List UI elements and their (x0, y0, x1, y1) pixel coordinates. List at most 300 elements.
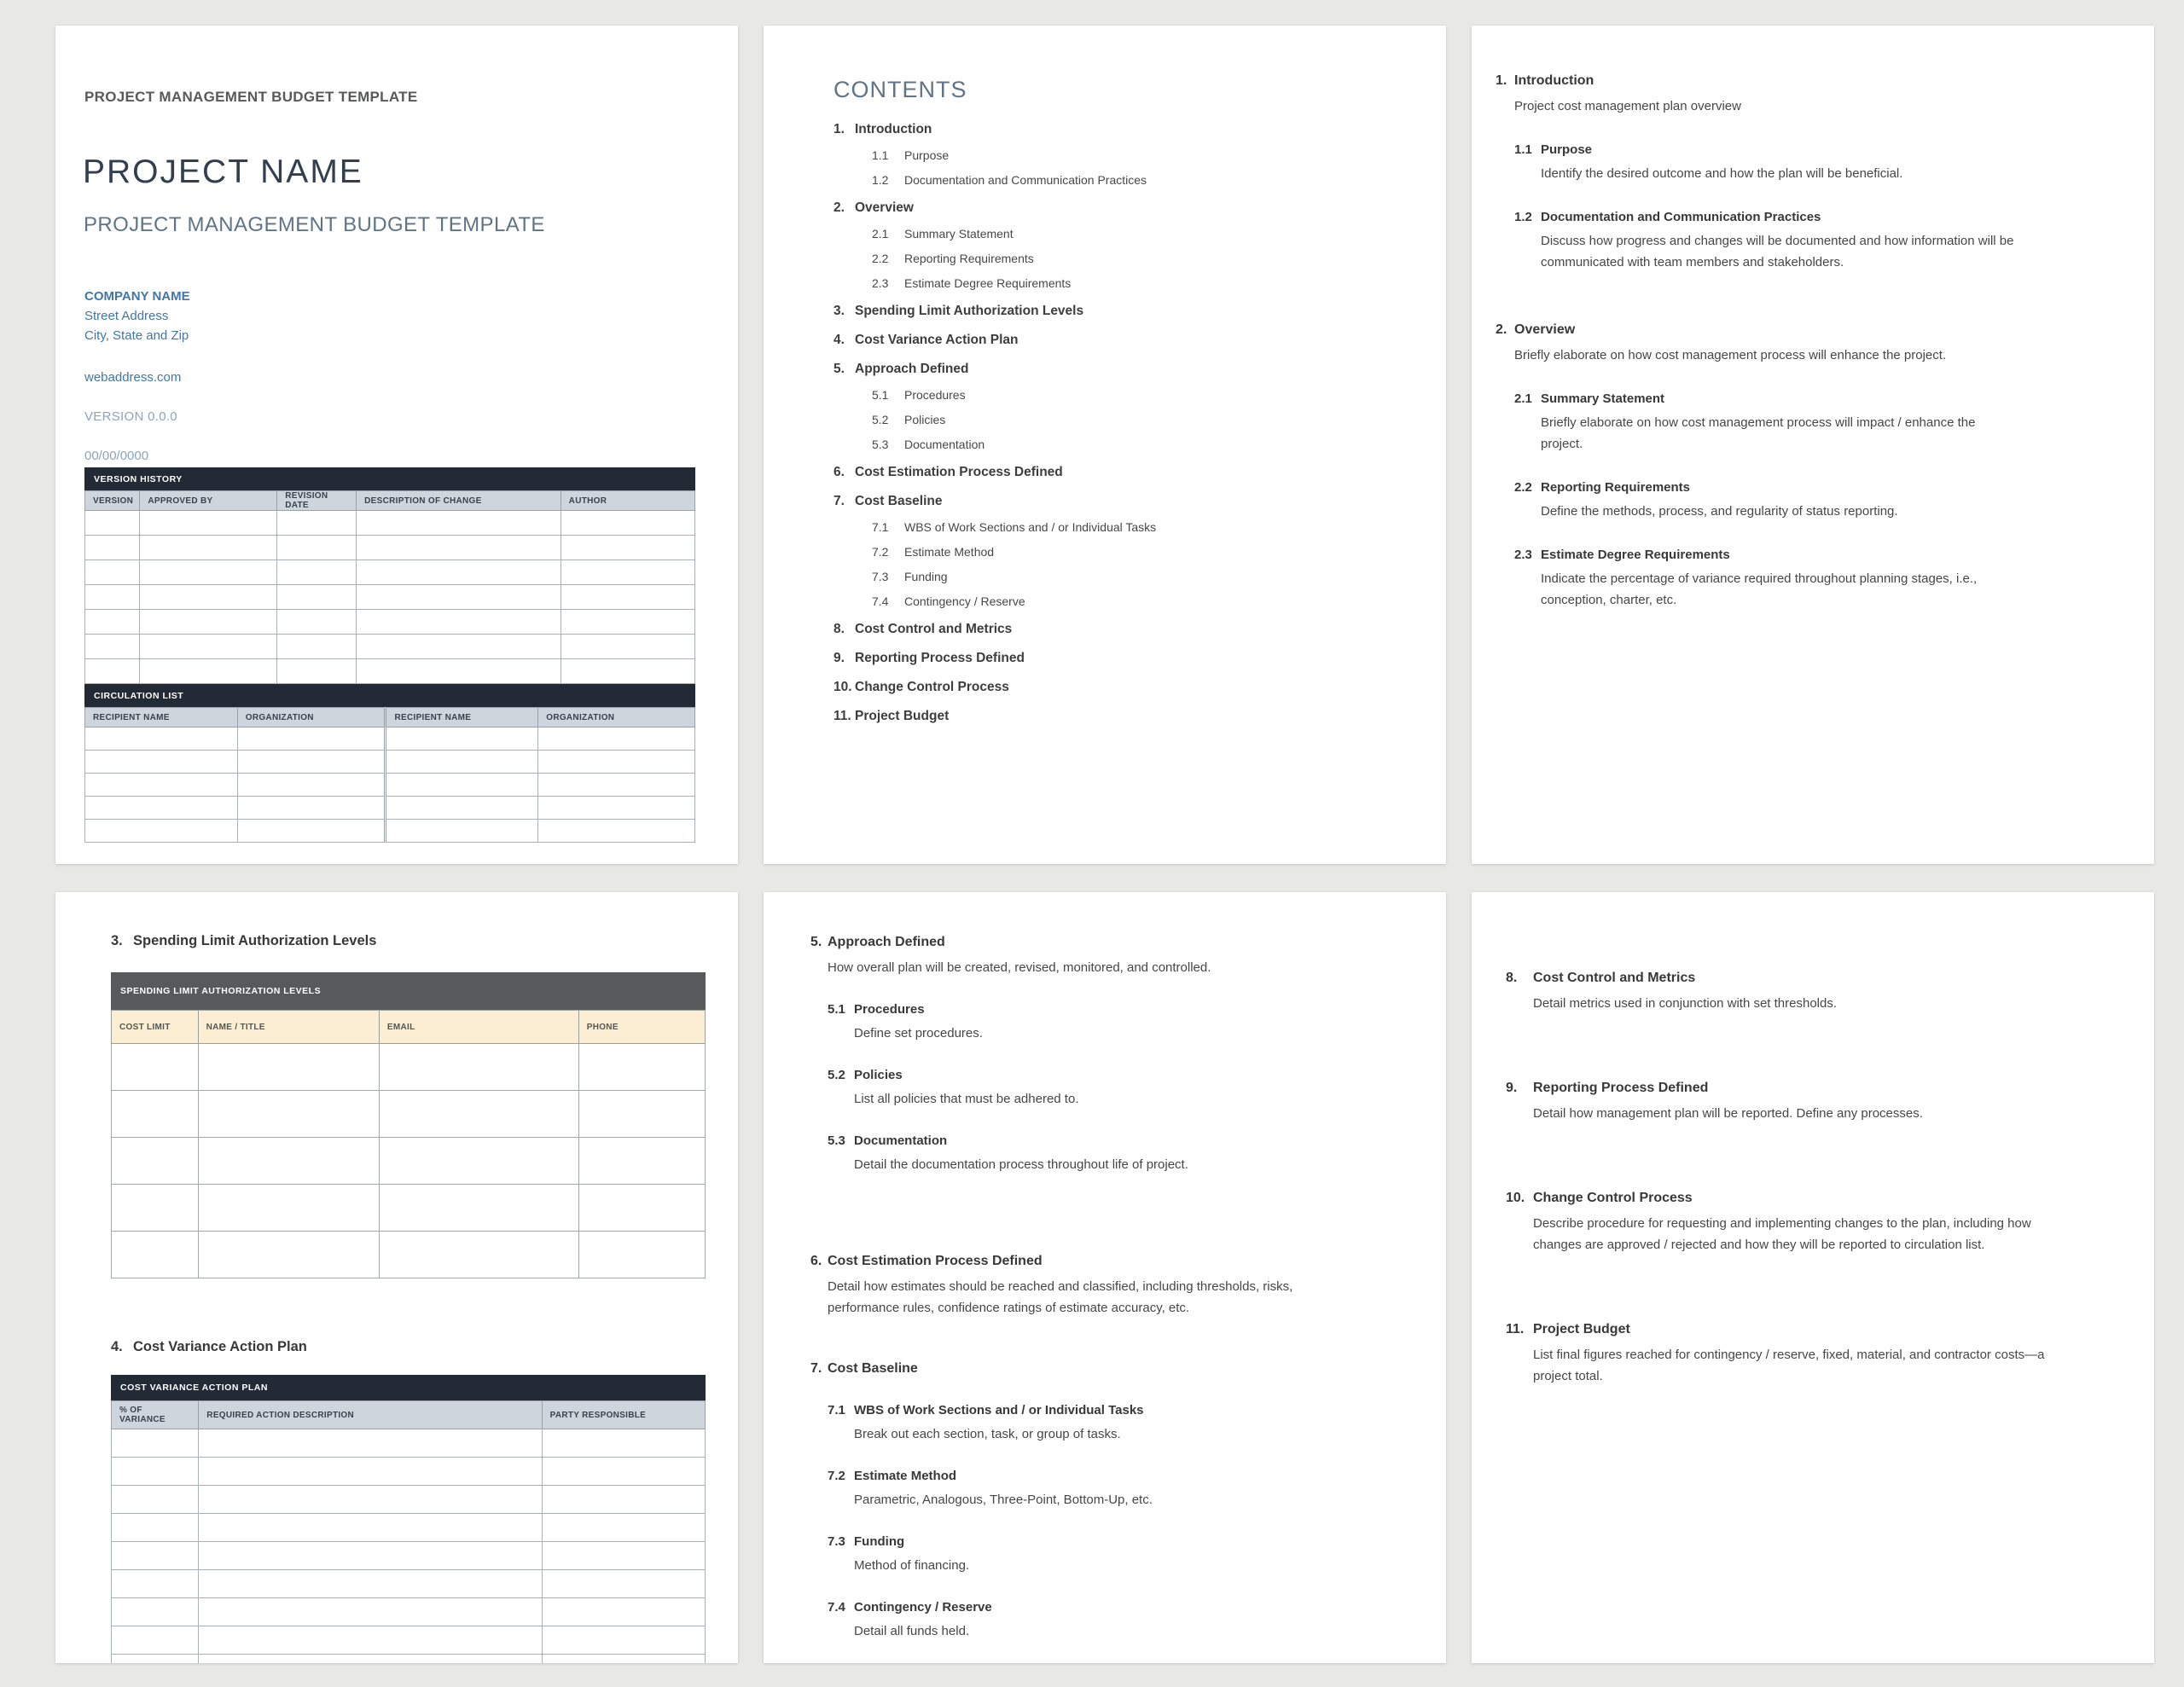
toc-item-number: 8. (834, 622, 845, 636)
column-header: EMAIL (379, 1011, 578, 1044)
section-number: 10. (1506, 1191, 1525, 1205)
document-subsection (828, 1064, 1408, 1110)
subsection-content (854, 1400, 1144, 1445)
section-title: Cost Variance Action Plan (133, 1339, 307, 1354)
empty-cell (199, 1514, 542, 1542)
toc-item-label: Policies (904, 413, 946, 426)
toc-item-label: WBS of Work Sections and / or Individual Tasks (904, 520, 1157, 534)
toc-item-number: 7.1 (872, 520, 889, 534)
toc-item-label: Overview (855, 200, 914, 215)
empty-cell (277, 659, 357, 684)
document-section (810, 1358, 1408, 1642)
empty-cell (199, 1598, 542, 1626)
toc-item-label: Project Budget (855, 709, 950, 723)
empty-cell (561, 585, 694, 610)
web-address: webaddress.com (84, 370, 182, 385)
table-row (85, 560, 695, 585)
sections-3-4-page (55, 892, 738, 1663)
section-title: Project Budget (1533, 1322, 1630, 1336)
subsection-title: Estimate Degree Requirements (1541, 548, 1730, 562)
toc-item (834, 709, 1399, 724)
empty-cell (542, 1598, 705, 1626)
empty-cell (386, 728, 538, 751)
toc-item (872, 438, 1399, 451)
table-of-contents (834, 122, 1399, 724)
table-row (112, 1091, 706, 1138)
empty-cell (538, 774, 695, 797)
table-row (112, 1044, 706, 1091)
toc-item-number: 1. (834, 122, 845, 136)
empty-cell (140, 536, 277, 560)
toc-item (872, 148, 1399, 162)
document-date: 00/00/0000 (84, 449, 149, 463)
section-number: 6. (810, 1254, 822, 1268)
table-row (85, 585, 695, 610)
document-subsection (828, 1465, 1408, 1510)
subsection-body-text: Indicate the percentage of variance required throughout planning stages, i.e., conception, charter, etc. (1541, 571, 1978, 607)
toc-item (872, 413, 1399, 426)
section-content (1514, 319, 2116, 611)
empty-cell (386, 820, 538, 843)
section-content (1514, 70, 2116, 273)
subsection-title: Documentation and Communication Practices (1541, 210, 1821, 224)
toc-item-number: 9. (834, 651, 845, 665)
empty-cell (538, 820, 695, 843)
section-body-text: How overall plan will be created, revised, monitored, and controlled. (828, 960, 1211, 975)
empty-cell (198, 1138, 379, 1185)
empty-cell (237, 774, 386, 797)
empty-cell (85, 797, 238, 820)
empty-cell (198, 1232, 379, 1278)
contents-page (764, 26, 1446, 864)
template-kicker: PROJECT MANAGEMENT BUDGET TEMPLATE (84, 89, 418, 105)
toc-item-label: Cost Estimation Process Defined (855, 465, 1063, 479)
empty-cell (199, 1570, 542, 1598)
empty-cell (112, 1655, 199, 1664)
empty-cell (140, 511, 277, 536)
empty-cell (199, 1458, 542, 1486)
section-title: Overview (1514, 322, 1576, 337)
empty-cell (277, 511, 357, 536)
section-content (828, 931, 1408, 1175)
empty-cell (357, 659, 561, 684)
table-row (112, 1429, 706, 1458)
toc-item-label: Contingency / Reserve (904, 594, 1025, 608)
toc-item (872, 227, 1399, 241)
subsection-number: 2.2 (1514, 480, 1532, 495)
column-header: AUTHOR (561, 491, 694, 511)
toc-item (872, 173, 1399, 187)
subsection-content (1541, 206, 2018, 273)
empty-cell (379, 1091, 578, 1138)
section-content (1533, 1319, 2120, 1387)
section-body-text: Briefly elaborate on how cost management process will enhance the project. (1514, 348, 1947, 362)
subsection-content (854, 1465, 1153, 1510)
table-row (85, 774, 695, 797)
street-address: Street Address (84, 309, 169, 323)
empty-cell (357, 610, 561, 635)
toc-item-number: 7.3 (872, 570, 889, 583)
column-header: NAME / TITLE (198, 1011, 379, 1044)
toc-item (872, 276, 1399, 290)
table-row (112, 1138, 706, 1185)
empty-cell (237, 751, 386, 774)
cost-variance-table (111, 1375, 706, 1663)
empty-cell (199, 1655, 542, 1664)
project-name-title: PROJECT NAME (83, 154, 363, 190)
toc-item-label: Approach Defined (855, 362, 969, 376)
column-header: PARTY RESPONSIBLE (542, 1401, 705, 1429)
toc-item (834, 333, 1399, 348)
section-body-text: Project cost management plan overview (1514, 99, 1741, 113)
column-header: ORGANIZATION (538, 708, 695, 728)
empty-cell (198, 1044, 379, 1091)
table-row (85, 728, 695, 751)
empty-cell (140, 585, 277, 610)
toc-item-label: Change Control Process (855, 680, 1009, 694)
empty-cell (542, 1655, 705, 1664)
toc-item (872, 252, 1399, 265)
document-section (1506, 1187, 2120, 1255)
column-header: PHONE (578, 1011, 705, 1044)
empty-cell (561, 560, 694, 585)
empty-cell (112, 1542, 199, 1570)
sections-8-11-page (1472, 892, 2154, 1663)
document-section (1496, 319, 2116, 611)
toc-item-label: Estimate Method (904, 545, 995, 559)
empty-cell (112, 1044, 199, 1091)
empty-cell (357, 635, 561, 659)
document-subsection (828, 1597, 1408, 1642)
document-subsection (828, 1400, 1408, 1445)
document-section (810, 1250, 1408, 1319)
section-content (1533, 1077, 2120, 1124)
column-header: RECIPIENT NAME (85, 708, 238, 728)
toc-item-number: 1.2 (872, 173, 889, 187)
table-title-band: SPENDING LIMIT AUTHORIZATION LEVELS (111, 972, 706, 1010)
subsection-content (1541, 544, 2018, 611)
empty-cell (112, 1185, 199, 1232)
empty-cell (542, 1458, 705, 1486)
table-header-row (112, 1401, 706, 1429)
section-body-text: Detail how management plan will be reported. Define any processes. (1533, 1106, 1923, 1121)
toc-item-label: Introduction (855, 122, 932, 136)
section-title: Cost Control and Metrics (1533, 971, 1696, 985)
table-row (85, 751, 695, 774)
document-subsection (1514, 206, 2116, 273)
empty-cell (578, 1138, 705, 1185)
table-title-band: CIRCULATION LIST (84, 684, 695, 707)
toc-item (872, 570, 1399, 583)
table-row (85, 659, 695, 684)
empty-cell (538, 797, 695, 820)
subsection-content (854, 999, 983, 1044)
empty-cell (85, 585, 140, 610)
column-header: DESCRIPTION OF CHANGE (357, 491, 561, 511)
empty-cell (85, 536, 140, 560)
empty-cell (386, 751, 538, 774)
subsection-title: Purpose (1541, 142, 1593, 157)
company-address-block (84, 287, 190, 345)
section-number: 9. (1506, 1081, 1518, 1095)
table-row (112, 1570, 706, 1598)
section-content (1533, 967, 2120, 1014)
section-content (828, 1358, 1408, 1642)
cover-page (55, 26, 738, 864)
empty-cell (379, 1138, 578, 1185)
toc-item (834, 200, 1399, 216)
toc-item-number: 4. (834, 333, 845, 347)
sections-1-2-page (1472, 26, 2154, 864)
section-title: Change Control Process (1533, 1191, 1693, 1205)
subsection-title: Documentation (854, 1133, 948, 1148)
subsection-body-text: Briefly elaborate on how cost management process will impact / enhance the project. (1541, 415, 1976, 451)
empty-cell (561, 659, 694, 684)
table-header-row (112, 1011, 706, 1044)
document-subsection (828, 1531, 1408, 1576)
section-title: Cost Estimation Process Defined (828, 1254, 1043, 1268)
template-table (111, 1010, 706, 1278)
toc-item-number: 1.1 (872, 148, 889, 162)
empty-cell (578, 1044, 705, 1091)
toc-item (872, 520, 1399, 534)
toc-item-label: Cost Variance Action Plan (855, 333, 1019, 347)
template-table (111, 1400, 706, 1663)
document-subsection (1514, 477, 2116, 522)
template-table (84, 490, 695, 684)
document-section (1506, 1077, 2120, 1124)
toc-item-label: Estimate Degree Requirements (904, 276, 1072, 290)
empty-cell (85, 635, 140, 659)
toc-item (872, 388, 1399, 402)
toc-item (834, 622, 1399, 637)
toc-item-number: 2.1 (872, 227, 889, 241)
empty-cell (277, 585, 357, 610)
empty-cell (112, 1626, 199, 1655)
empty-cell (237, 797, 386, 820)
toc-item-number: 3. (834, 304, 845, 318)
toc-item (834, 680, 1399, 695)
subsection-body-text: Define set procedures. (854, 1026, 983, 1041)
toc-item-label: Reporting Requirements (904, 252, 1034, 265)
column-header: % OF VARIANCE (112, 1401, 199, 1429)
toc-item (834, 122, 1399, 137)
section-title: Cost Baseline (828, 1361, 918, 1376)
empty-cell (112, 1232, 199, 1278)
empty-cell (277, 635, 357, 659)
empty-cell (386, 774, 538, 797)
toc-item-label: Documentation and Communication Practices (904, 173, 1147, 187)
subsection-title: Reporting Requirements (1541, 480, 1691, 495)
empty-cell (277, 610, 357, 635)
empty-cell (357, 536, 561, 560)
empty-cell (85, 774, 238, 797)
empty-cell (542, 1486, 705, 1514)
column-header: VERSION (85, 491, 140, 511)
subsection-number: 1.2 (1514, 210, 1532, 224)
empty-cell (112, 1091, 199, 1138)
empty-cell (112, 1598, 199, 1626)
subsection-title: Contingency / Reserve (854, 1600, 992, 1615)
subsection-body-text: Detail all funds held. (854, 1624, 970, 1638)
section-number: 2. (1496, 322, 1507, 337)
empty-cell (561, 635, 694, 659)
empty-cell (542, 1570, 705, 1598)
document-subsection (1514, 544, 2116, 611)
toc-item-label: Reporting Process Defined (855, 651, 1025, 665)
table-row (112, 1458, 706, 1486)
column-header: RECIPIENT NAME (386, 708, 538, 728)
column-header: APPROVED BY (140, 491, 277, 511)
empty-cell (578, 1232, 705, 1278)
toc-item-number: 7.4 (872, 594, 889, 608)
subsection-content (854, 1531, 969, 1576)
empty-cell (357, 585, 561, 610)
table-header-row (85, 491, 695, 511)
toc-item (834, 304, 1399, 319)
toc-item-number: 5.2 (872, 413, 889, 426)
toc-item-label: Procedures (904, 388, 966, 402)
section-number: 7. (810, 1361, 822, 1376)
empty-cell (85, 560, 140, 585)
subsection-title: Funding (854, 1534, 905, 1549)
subsection-number: 7.3 (828, 1534, 845, 1549)
section-3-heading (111, 933, 376, 949)
section-number: 4. (111, 1339, 123, 1354)
document-subsection (1514, 139, 2116, 184)
empty-cell (112, 1138, 199, 1185)
section-body-text: Detail metrics used in conjunction with set thresholds. (1533, 996, 1838, 1011)
subsection-content (1541, 388, 2018, 455)
subsection-body-text: Define the methods, process, and regularity of status reporting. (1541, 504, 1898, 519)
toc-item (834, 651, 1399, 666)
empty-cell (357, 560, 561, 585)
empty-cell (140, 659, 277, 684)
subsection-number: 1.1 (1514, 142, 1532, 157)
empty-cell (538, 728, 695, 751)
toc-item (834, 465, 1399, 480)
empty-cell (542, 1429, 705, 1458)
empty-cell (386, 797, 538, 820)
empty-cell (112, 1429, 199, 1458)
toc-item-number: 7.2 (872, 545, 889, 559)
toc-item (872, 545, 1399, 559)
contents-title: CONTENTS (834, 77, 967, 102)
section-title: Approach Defined (828, 935, 945, 949)
toc-item-number: 7. (834, 494, 845, 508)
empty-cell (357, 511, 561, 536)
table-title-band: VERSION HISTORY (84, 467, 695, 490)
table-row (85, 797, 695, 820)
table-row (112, 1232, 706, 1278)
empty-cell (237, 728, 386, 751)
toc-item (834, 494, 1399, 509)
empty-cell (277, 536, 357, 560)
subsection-body-text: Parametric, Analogous, Three-Point, Bottom-Up, etc. (854, 1493, 1153, 1507)
empty-cell (85, 659, 140, 684)
document-section (1506, 967, 2120, 1014)
template-table (84, 707, 695, 843)
empty-cell (542, 1626, 705, 1655)
version-history-table (84, 467, 695, 684)
document-subsection (828, 1130, 1408, 1175)
document-section (810, 931, 1408, 1175)
empty-cell (112, 1486, 199, 1514)
table-row (85, 511, 695, 536)
empty-cell (85, 820, 238, 843)
section-content (828, 1250, 1408, 1319)
subsection-title: Estimate Method (854, 1469, 957, 1483)
subsection-content (854, 1064, 1078, 1110)
empty-cell (538, 751, 695, 774)
column-header: COST LIMIT (112, 1011, 199, 1044)
empty-cell (542, 1514, 705, 1542)
city-state-zip: City, State and Zip (84, 328, 189, 343)
section-number: 1. (1496, 73, 1507, 88)
empty-cell (112, 1514, 199, 1542)
empty-cell (379, 1044, 578, 1091)
company-name: COMPANY NAME (84, 289, 190, 304)
document-subsection (828, 999, 1408, 1044)
toc-item-number: 2.2 (872, 252, 889, 265)
toc-item-label: Spending Limit Authorization Levels (855, 304, 1084, 318)
section-number: 5. (810, 935, 822, 949)
empty-cell (199, 1429, 542, 1458)
column-header: REQUIRED ACTION DESCRIPTION (199, 1401, 542, 1429)
empty-cell (237, 820, 386, 843)
section-body-text: List final figures reached for contingency / reserve, fixed, material, and contractor costs—a project total. (1533, 1348, 2045, 1383)
section-number: 11. (1506, 1322, 1525, 1336)
subsection-number: 5.2 (828, 1068, 845, 1082)
toc-item (872, 594, 1399, 608)
empty-cell (578, 1091, 705, 1138)
version-label: VERSION 0.0.0 (84, 409, 177, 424)
table-row (112, 1626, 706, 1655)
table-row (112, 1486, 706, 1514)
table-row (112, 1185, 706, 1232)
subsection-number: 7.2 (828, 1469, 845, 1483)
table-row (85, 635, 695, 659)
toc-item-label: Cost Control and Metrics (855, 622, 1013, 636)
section-title: Introduction (1514, 73, 1594, 88)
table-row (85, 610, 695, 635)
subsection-body-text: Method of financing. (854, 1558, 970, 1573)
table-row (85, 536, 695, 560)
column-header: ORGANIZATION (237, 708, 386, 728)
cover-subtitle: PROJECT MANAGEMENT BUDGET TEMPLATE (84, 213, 545, 236)
document-section (1506, 1319, 2120, 1387)
subsection-number: 5.1 (828, 1002, 845, 1017)
table-row (112, 1542, 706, 1570)
empty-cell (85, 728, 238, 751)
empty-cell (112, 1570, 199, 1598)
toc-item-number: 2.3 (872, 276, 889, 290)
empty-cell (140, 610, 277, 635)
empty-cell (140, 560, 277, 585)
empty-cell (379, 1232, 578, 1278)
empty-cell (379, 1185, 578, 1232)
empty-cell (277, 560, 357, 585)
subsection-body-text: Detail the documentation process throughout life of project. (854, 1157, 1188, 1172)
column-header: REVISION DATE (277, 491, 357, 511)
empty-cell (112, 1458, 199, 1486)
subsection-content (854, 1597, 992, 1642)
empty-cell (198, 1185, 379, 1232)
section-content (1533, 1187, 2120, 1255)
toc-item-number: 5.3 (872, 438, 889, 451)
empty-cell (578, 1185, 705, 1232)
section-body-text: Detail how estimates should be reached and classified, including thresholds, risks, performance rules, confidence ratings of estimate accuracy, etc. (828, 1279, 1293, 1315)
